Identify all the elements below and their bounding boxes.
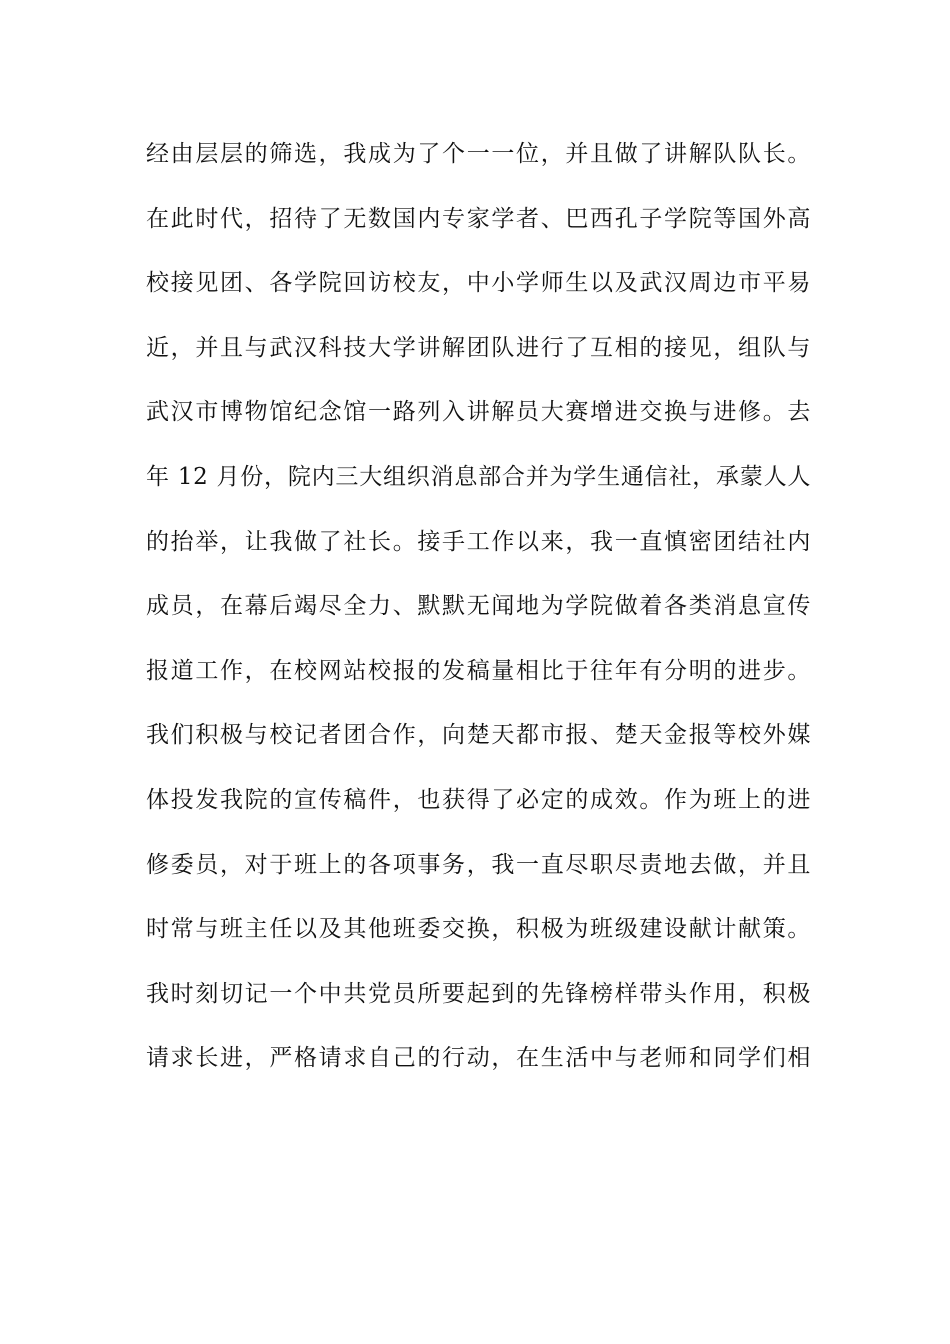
text-line: 我时刻切记一个中共党员所要起到的先锋榜样带头作用，积极 bbox=[146, 980, 811, 1007]
text-line: 成员，在幕后竭尽全力、默默无闻地为学院做着各类消息宣传 bbox=[146, 593, 811, 620]
text-line: 在此时代，招待了无数国内专家学者、巴西孔子学院等国外高 bbox=[146, 205, 811, 232]
text-line: 近，并且与武汉科技大学讲解团队进行了互相的接见，组队与 bbox=[146, 334, 811, 361]
text-line: 年 12 月份，院内三大组织消息部合并为学生通信社，承蒙人人 bbox=[146, 463, 811, 490]
text-line: 武汉市博物馆纪念馆一路列入讲解员大赛增进交换与进修。去 bbox=[146, 399, 811, 426]
text-line: 的抬举，让我做了社长。接手工作以来，我一直慎密团结社内 bbox=[146, 528, 811, 555]
text-line: 经由层层的筛选，我成为了个一一位，并且做了讲解队队长。 bbox=[146, 141, 811, 167]
text-line: 我们积极与校记者团合作，向楚天都市报、楚天金报等校外媒 bbox=[146, 722, 811, 749]
body-text bbox=[146, 132, 811, 1101]
text-line: 体投发我院的宣传稿件，也获得了必定的成效。作为班上的进 bbox=[146, 786, 811, 813]
text-line: 校接见团、各学院回访校友，中小学师生以及武汉周边市平易 bbox=[146, 270, 811, 297]
text-line: 时常与班主任以及其他班委交换，积极为班级建设献计献策。 bbox=[146, 916, 811, 943]
text-line: 修委员，对于班上的各项事务，我一直尽职尽责地去做，并且 bbox=[146, 851, 811, 878]
text-line: 报道工作，在校网站校报的发稿量相比于往年有分明的进步。 bbox=[146, 657, 811, 684]
text-line: 请求长进，严格请求自己的行动，在生活中与老师和同学们相 bbox=[146, 1045, 811, 1072]
